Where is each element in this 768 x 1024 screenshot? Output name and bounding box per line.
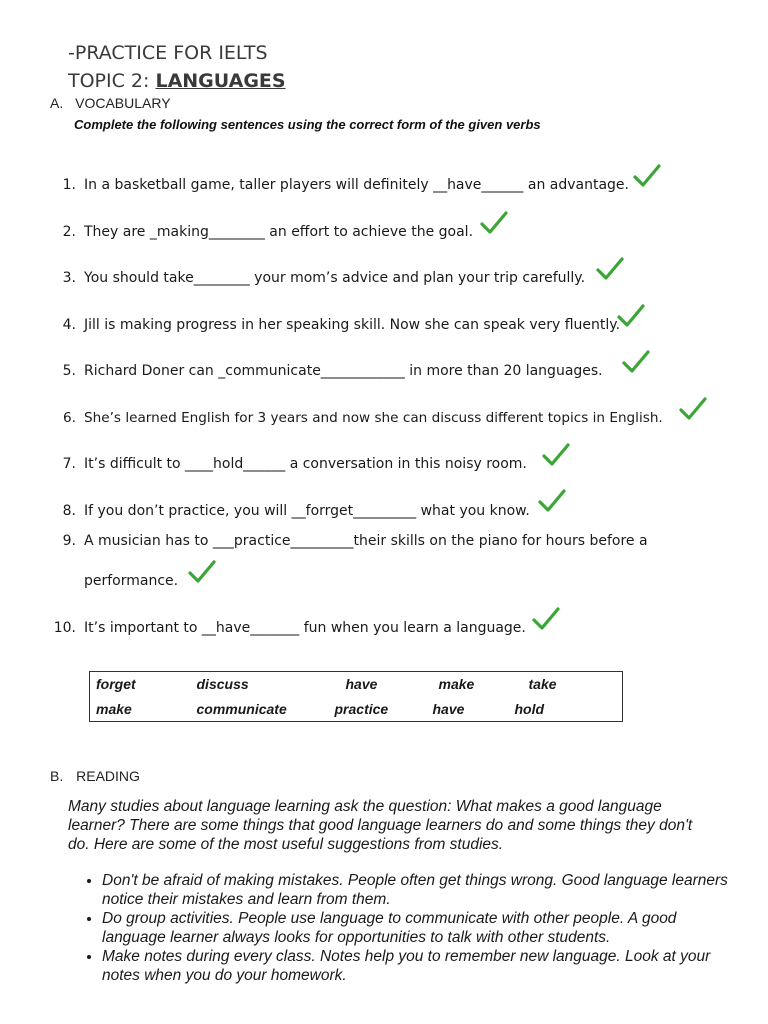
section-b-heading — [50, 768, 140, 784]
sentence-text: They are _making________ an effort to achieve the goal. — [84, 224, 474, 240]
sentence-item — [52, 224, 473, 240]
sentence-item — [52, 177, 629, 193]
sentence-text: She’s learned English for 3 years and now she can discuss different topics in English. — [84, 410, 663, 426]
sentence-number: 10. — [53, 620, 76, 636]
word-bank-word: have — [432, 700, 465, 717]
word-bank-word: practice — [334, 700, 389, 717]
sentence-text: It’s difficult to ____hold______ a conversation in this noisy room. — [84, 456, 527, 472]
check-mark-icon — [541, 442, 571, 468]
sentence-number: 2. — [62, 224, 76, 240]
section-b-marker: B. — [50, 768, 64, 784]
sentence-number: 4. — [62, 317, 76, 333]
sentence-number: 3. — [62, 270, 76, 286]
sentence-text: If you don’t practice, you will __forrget_________ what you know. — [84, 503, 530, 519]
check-mark-icon — [595, 256, 625, 282]
word-bank-word: hold — [514, 700, 545, 717]
reading-paragraph: Many studies about language learning ask the question: What makes a good language learner? There are some things that good language learners do and some things they don't do. Here are some of the most useful suggestions from studies. — [68, 798, 693, 853]
sentence-item — [52, 456, 527, 472]
document-title — [68, 42, 268, 64]
sentence-number: 1. — [62, 177, 76, 193]
sentence-number: 7. — [62, 456, 76, 472]
title-line: -PRACTICE FOR IELTS — [68, 42, 268, 64]
word-bank-word: communicate — [196, 700, 287, 717]
check-mark-icon — [632, 163, 662, 189]
word-bank-word: discuss — [196, 676, 249, 693]
word-bank-word: make — [96, 700, 132, 717]
sentence-item — [52, 533, 648, 549]
check-mark-icon — [621, 349, 651, 375]
sentence-text: Jill is making progress in her speaking skill. Now she can speak very fluently. — [84, 317, 621, 333]
word-bank-row — [90, 697, 623, 722]
sentence-item — [52, 317, 620, 333]
word-bank-word: take — [528, 676, 557, 693]
sentence-item — [52, 620, 526, 636]
word-bank-box — [89, 671, 623, 722]
check-mark-icon — [479, 210, 509, 236]
word-bank-row — [90, 672, 623, 697]
topic-heading — [68, 70, 286, 92]
section-a-marker: A. — [50, 95, 64, 111]
check-mark-icon — [531, 606, 561, 632]
sentence-item — [52, 363, 603, 379]
list-item: • Don't be afraid of making mistakes. People often get things wrong. Good language learners notice their mistakes and learn from them. — [102, 871, 742, 909]
sentence-text: Richard Doner can _communicate____________ in more than 20 languages. — [84, 363, 603, 379]
section-a-heading — [50, 95, 171, 111]
instruction-text: Complete the following sentences using the correct form of the given verbs — [74, 117, 541, 132]
sentence-text: A musician has to ___practice_________their skills on the piano for hours before a — [84, 533, 648, 549]
check-mark-icon — [616, 303, 646, 329]
check-mark-icon — [187, 559, 217, 585]
sentence-item — [52, 270, 585, 286]
topic-prefix: TOPIC 2: — [68, 70, 156, 92]
section-b-title: READING — [76, 768, 140, 784]
sentence-number: 9. — [62, 533, 76, 549]
sentence-item — [52, 503, 530, 519]
sentence-number: 6. — [63, 410, 76, 426]
word-bank-word: make — [438, 676, 475, 693]
sentence-number: 5. — [62, 363, 76, 379]
sentence-number: 8. — [62, 503, 76, 519]
word-bank-word: forget — [96, 676, 136, 693]
check-mark-icon — [537, 488, 567, 514]
suggestion-list — [68, 871, 742, 985]
list-item: • Do group activities. People use language to communicate with other people. A good language learner always looks for opportunities to talk with other students. — [102, 909, 742, 947]
section-a-title: VOCABULARY — [75, 95, 171, 111]
list-item: • Make notes during every class. Notes help you to remember new language. Look at your notes when you do your homework. — [102, 947, 742, 985]
sentence-text: In a basketball game, taller players will definitely __have______ an advantage. — [84, 177, 629, 193]
topic-name: LANGUAGES — [155, 70, 286, 92]
word-bank-word: have — [345, 676, 378, 693]
sentence-text: It’s important to __have_______ fun when you learn a language. — [84, 620, 526, 636]
sentence-text: You should take________ your mom’s advice and plan your trip carefully. — [84, 270, 586, 286]
check-mark-icon — [678, 396, 708, 422]
sentence-continuation: performance. — [84, 573, 179, 589]
sentence-item — [52, 410, 663, 426]
